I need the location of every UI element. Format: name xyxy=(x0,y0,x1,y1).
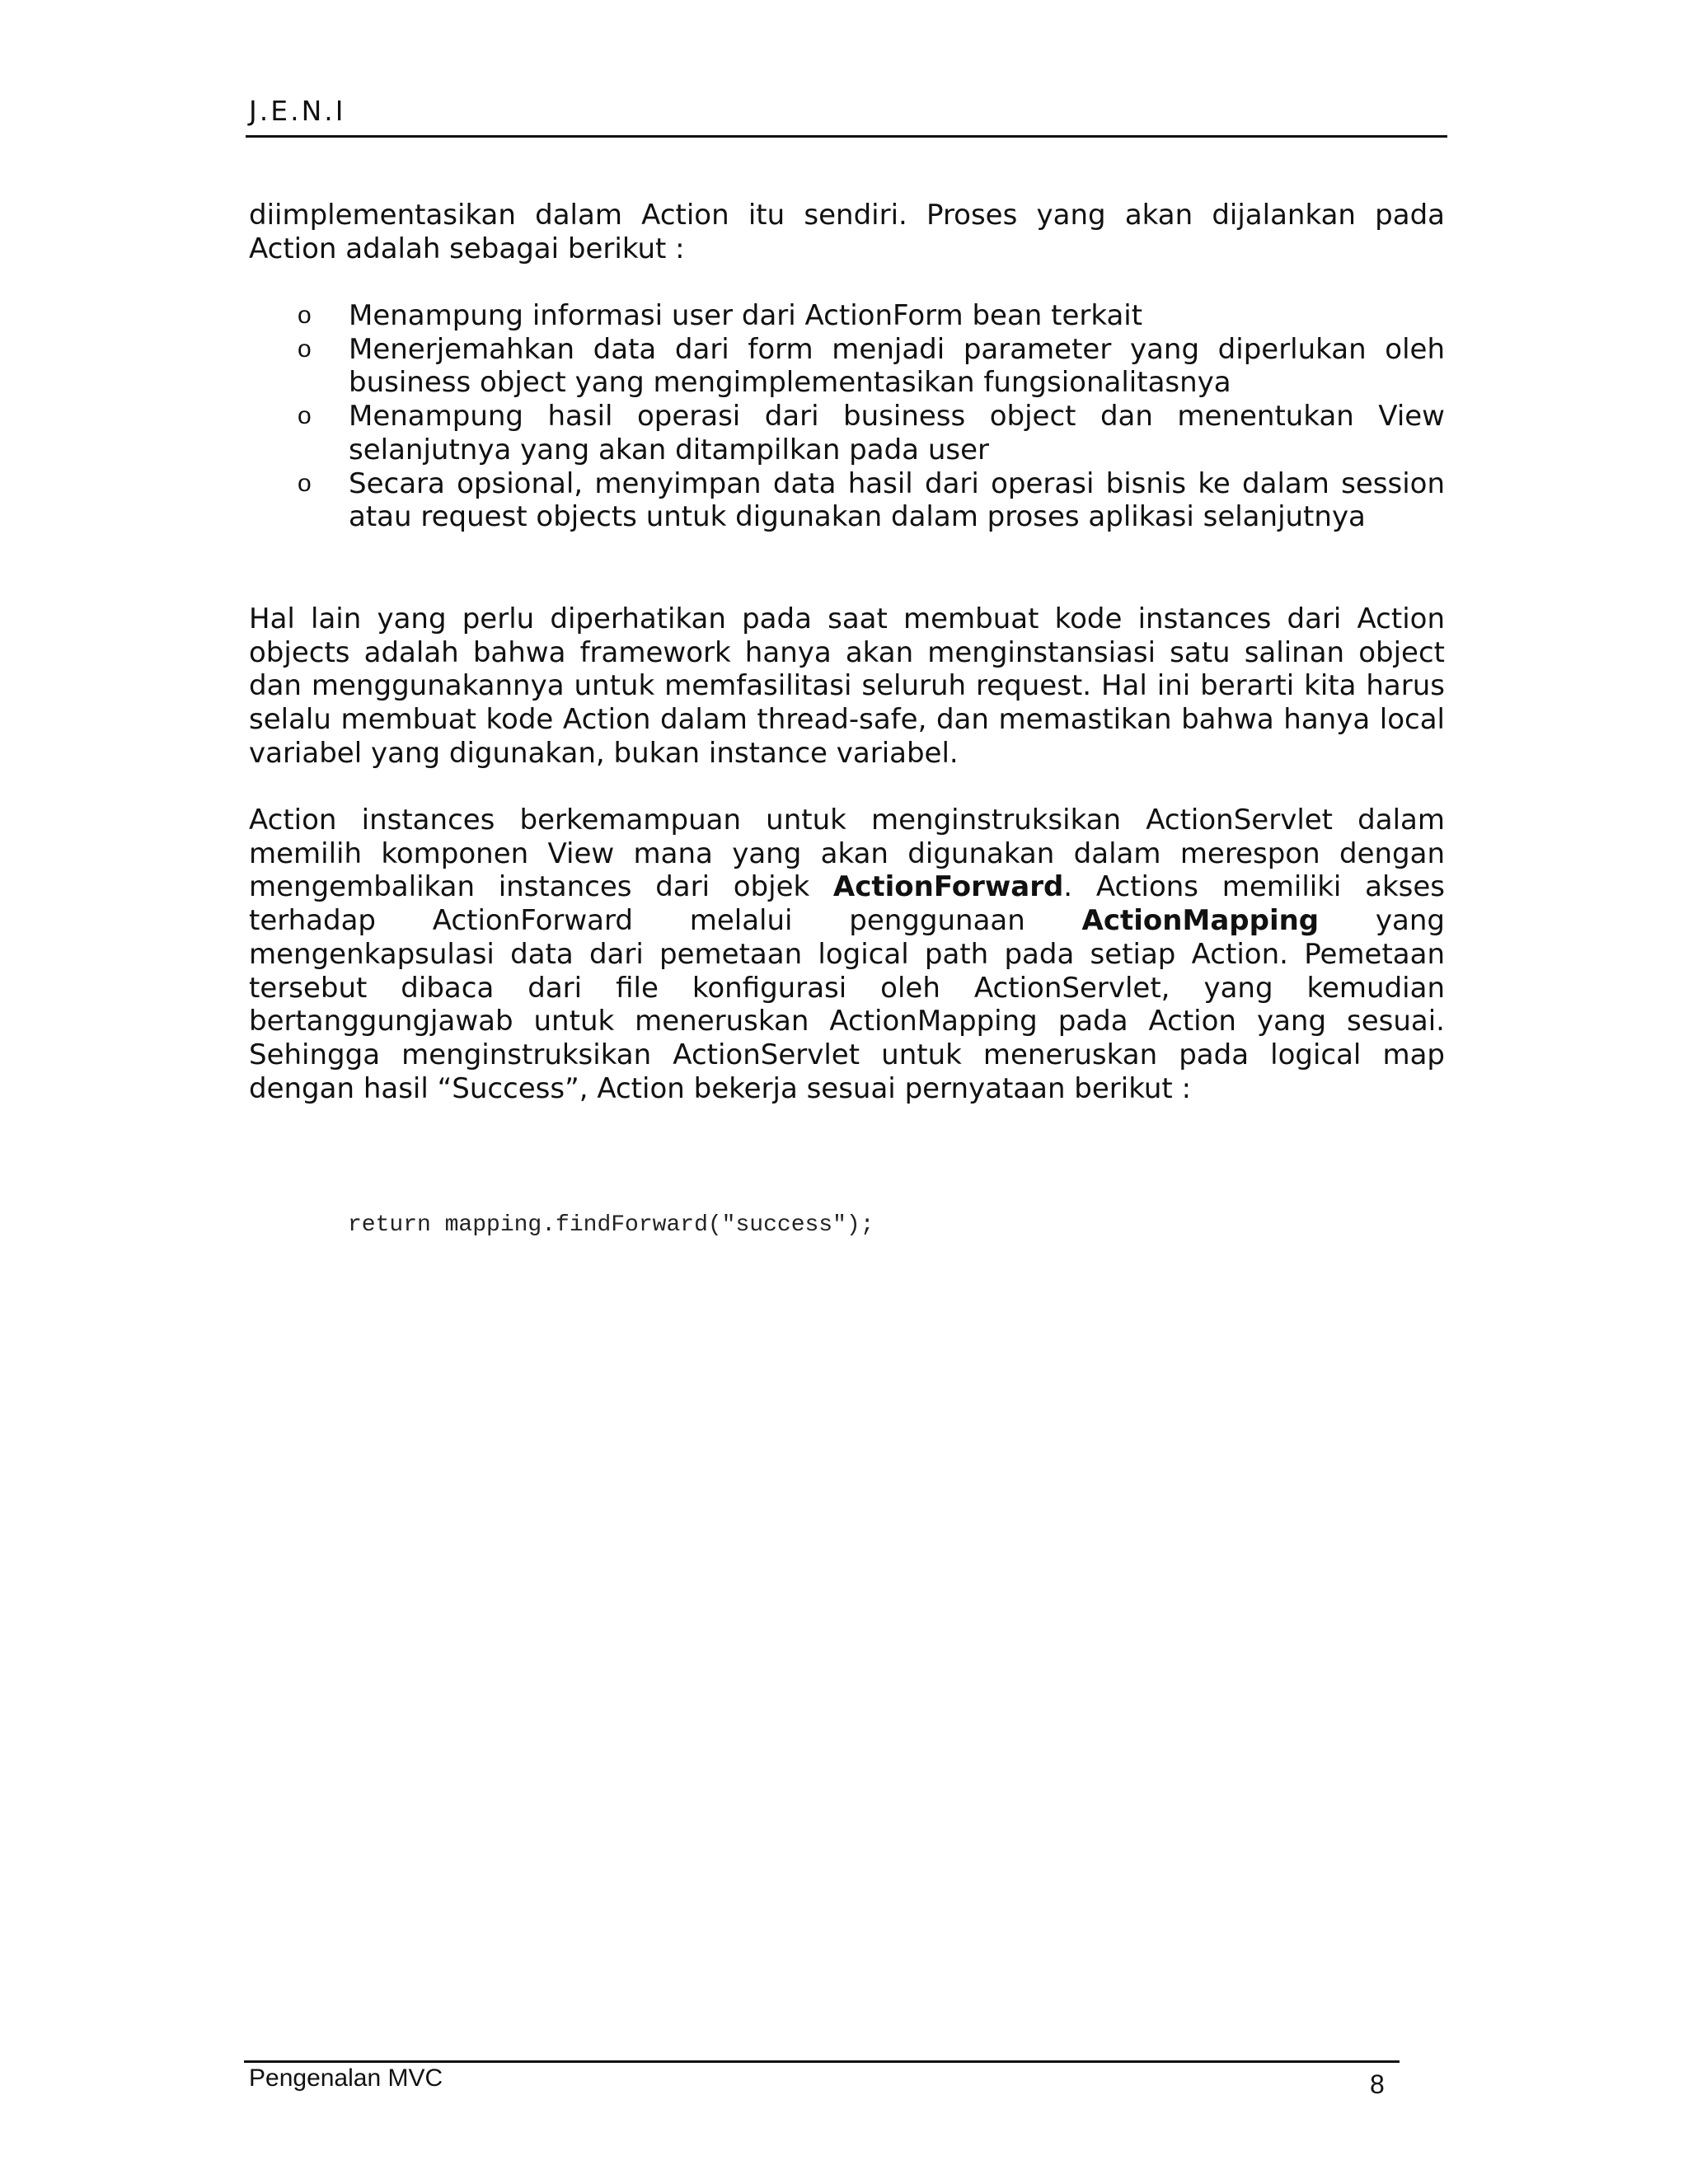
paragraph-text: yang mengenkapsulasi data dari pemetaan logical path pada setiap Action. Pemetaan tersebut dibaca dari file konfigurasi oleh ActionServlet, yang kemudian bertanggungjawab untuk meneruskan ActionMapping pada Action yang sesuai. Sehingga menginstruksikan ActionServlet untuk meneruskan pada logical map dengan hasil “Success”, Action bekerja sesuai pernyataan berikut : xyxy=(249,904,1445,1105)
action-forward-paragraph xyxy=(249,804,1445,1105)
bullet-item xyxy=(249,299,1445,333)
bullet-text: Secara opsional, menyimpan data hasil dari operasi bisnis ke dalam session atau request objects untuk digunakan dalam proses aplikasi selanjutnya xyxy=(349,466,1445,534)
bullet-marker: o xyxy=(298,469,312,497)
page-number: 8 xyxy=(1370,2069,1385,2099)
bullet-marker: o xyxy=(298,335,312,363)
process-bullet-list xyxy=(249,299,1445,534)
page-header-title: J.E.N.I xyxy=(249,95,346,127)
bullet-item xyxy=(249,333,1445,400)
header-divider xyxy=(246,135,1447,138)
bullet-text: Menampung hasil operasi dari business object dan menentukan View selanjutnya yang akan ditampilkan pada user xyxy=(349,400,1445,466)
bullet-text: Menerjemahkan data dari form menjadi parameter yang diperlukan oleh business object yang mengimplementasikan fungsionalitasnya xyxy=(349,332,1445,400)
paragraph-text: . Actions memiliki akses terhadap ActionForward melalui penggunaan xyxy=(249,870,1445,938)
thread-safety-paragraph: Hal lain yang perlu diperhatikan pada saat membuat kode instances dari Action objects adalah bahwa framework hanya akan menginstansiasi satu salinan object dan menggunakannya untuk memfasilitasi seluruh request. Hal ini berarti kita harus selalu membuat kode Action dalam thread-safe, dan memastikan bahwa hanya local variabel yang digunakan, bukan instance variabel. xyxy=(249,602,1445,770)
bullet-item xyxy=(249,467,1445,534)
footer-title: Pengenalan MVC xyxy=(249,2064,443,2092)
bullet-item xyxy=(249,400,1445,466)
paragraph-text: Action instances berkemampuan untuk menginstruksikan ActionServlet dalam memilih komponen View mana yang akan digunakan dalam merespon dengan mengembalikan instances dari objek xyxy=(249,804,1445,904)
bullet-marker: o xyxy=(298,302,312,329)
intro-paragraph: diimplementasikan dalam Action itu sendiri. Proses yang akan dijalankan pada Action adalah sebagai berikut : xyxy=(249,199,1445,265)
bullet-text: Menampung informasi user dari ActionForm bean terkait xyxy=(349,299,1143,332)
footer-divider xyxy=(244,2060,1400,2063)
action-forward-term: ActionForward xyxy=(832,870,1064,904)
code-snippet: return mapping.findForward("success"); xyxy=(348,1212,874,1238)
action-mapping-term: ActionMapping xyxy=(1081,904,1320,938)
bullet-marker: o xyxy=(298,402,312,430)
